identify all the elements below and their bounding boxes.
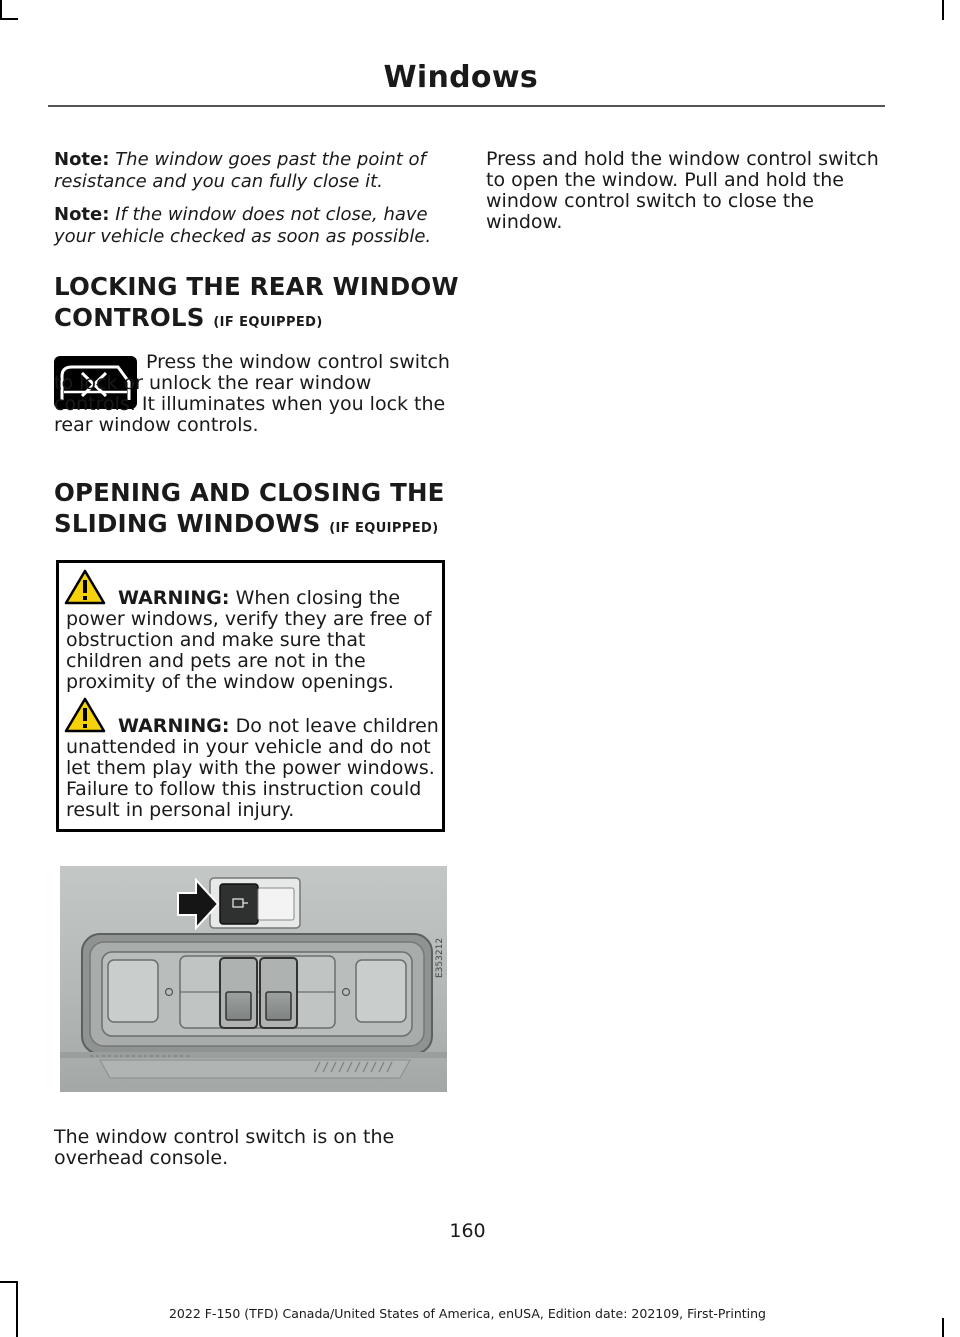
- warning-text: When closing the power windows, verify they are free of obstruction and make sure that children and pets are not in the proximity of the window openings.: [66, 587, 432, 693]
- sliding-window-description: Press and hold the window control switch to open the window. Pull and hold the window control switch to close the window.: [486, 148, 879, 233]
- crop-mark: [0, 18, 18, 20]
- equipped-tag: (IF EQUIPPED): [329, 521, 439, 536]
- overhead-console-illustration: [60, 866, 447, 1092]
- warning-label: WARNING:: [118, 715, 230, 737]
- page-title: Windows: [383, 60, 538, 95]
- page-number: 160: [449, 1220, 486, 1242]
- note-text: If the window does not close, have your vehicle checked as soon as possible.: [54, 204, 432, 247]
- crop-mark: [0, 0, 2, 20]
- lock-description: Press the window control switch to lock or unlock the rear window controls. It illuminates when you lock the rear window controls.: [54, 351, 450, 436]
- warning: [66, 716, 442, 821]
- console-description: The window control switch is on the overhead console.: [54, 1126, 395, 1169]
- section-heading-line: LOCKING THE REAR WINDOW: [54, 272, 459, 301]
- figure-code: E353212: [435, 937, 445, 978]
- title-divider: [48, 105, 885, 107]
- warning-box: [56, 560, 445, 832]
- warning: [66, 588, 442, 693]
- crop-mark: [942, 0, 944, 20]
- section-heading-line: OPENING AND CLOSING THE: [54, 478, 445, 507]
- note: [54, 149, 449, 193]
- note: [54, 204, 449, 248]
- note-text: The window goes past the point of resistance and you can fully close it.: [54, 149, 426, 192]
- note-label: Note:: [54, 204, 110, 225]
- footer-text: 2022 F-150 (TFD) Canada/United States of America, enUSA, Edition date: 202109, First-Printing: [168, 1306, 766, 1321]
- section-heading-line: SLIDING WINDOWS: [54, 509, 321, 538]
- section-heading: [54, 477, 445, 544]
- warning-text: Do not leave children unattended in your vehicle and do not let them play with the power windows. Failure to follow this instruction could result in personal injury.: [66, 715, 439, 821]
- warning-label: WARNING:: [118, 587, 230, 609]
- section-heading-line: CONTROLS: [54, 303, 205, 332]
- section-heading: [54, 271, 459, 338]
- note-label: Note:: [54, 149, 110, 170]
- equipped-tag: (IF EQUIPPED): [213, 315, 323, 330]
- crop-mark: [942, 1318, 944, 1337]
